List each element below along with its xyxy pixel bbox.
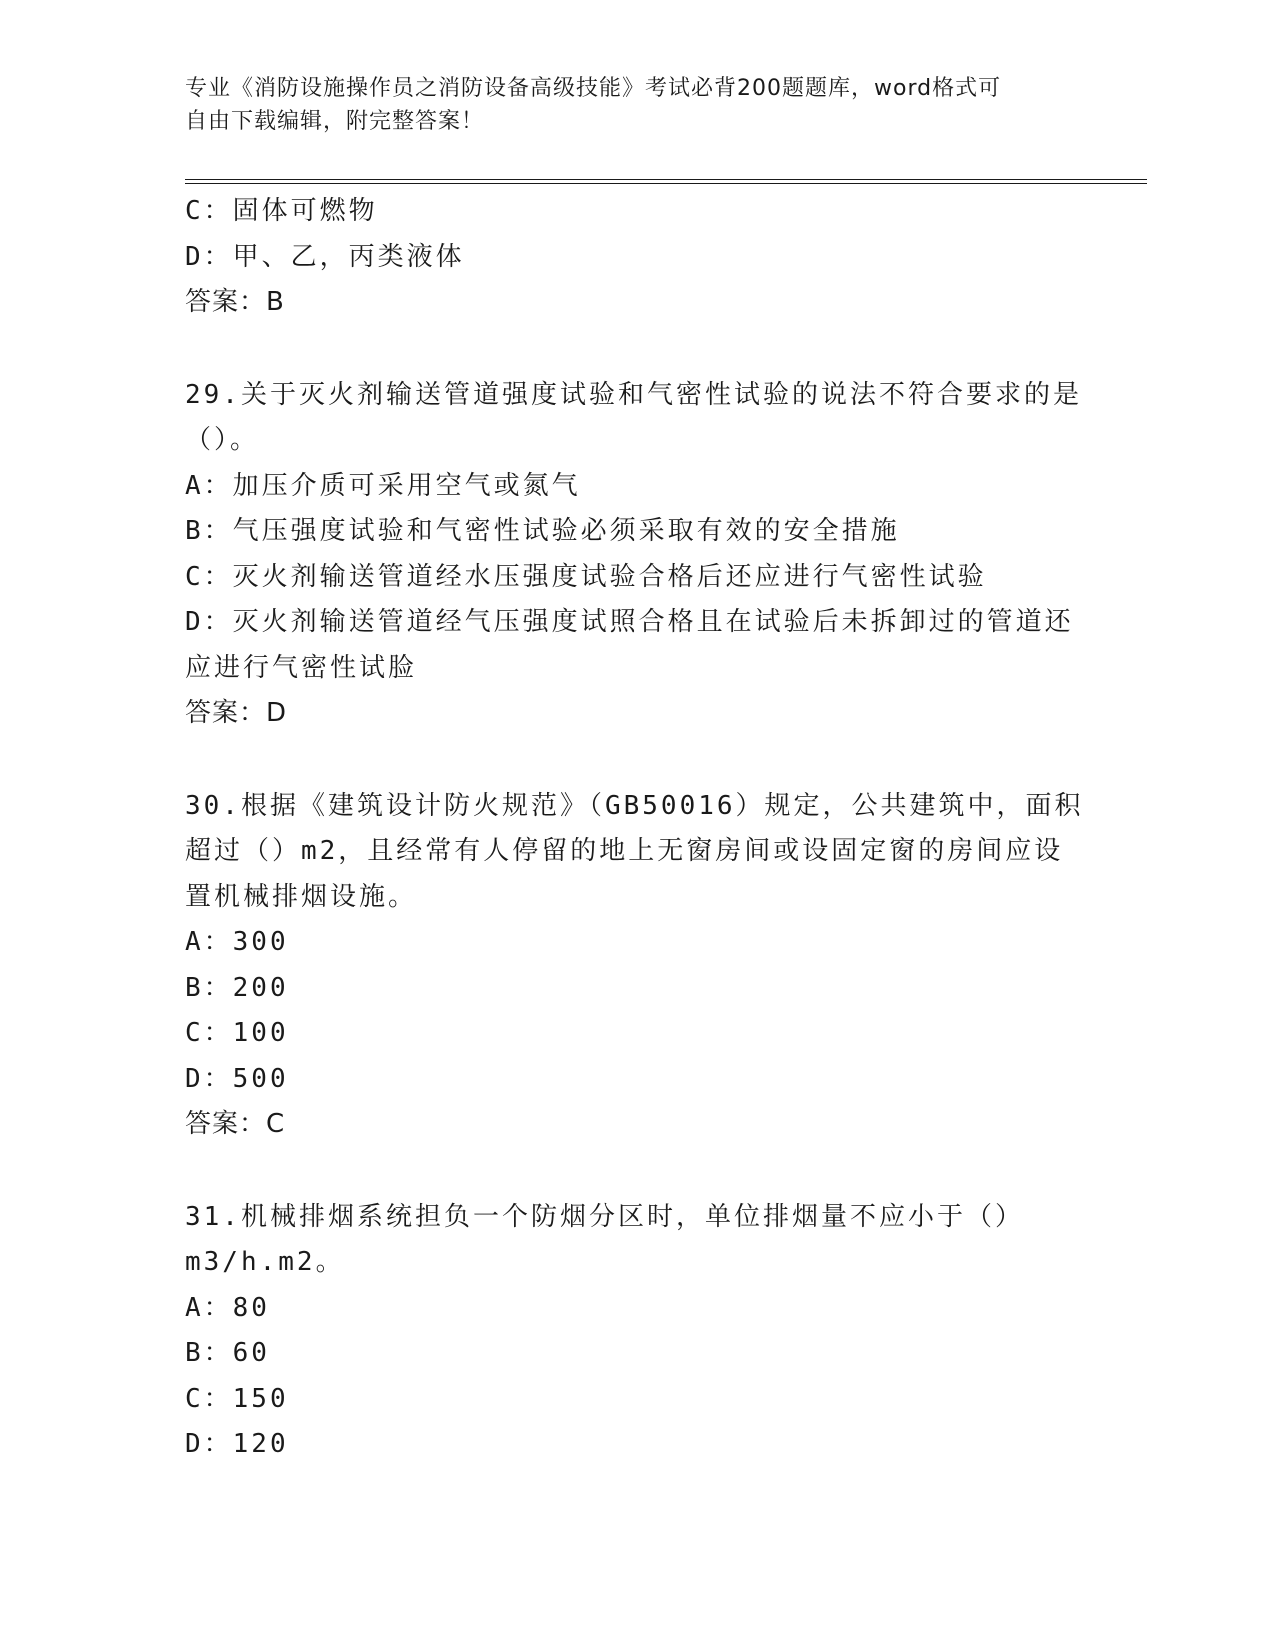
question-stem: 超过（）m2，且经常有人停留的地上无窗房间或设固定窗的房间应设 [185, 836, 1064, 866]
answer-line: 答案：C [185, 1109, 286, 1139]
header-line-1: 专业《消防设施操作员之消防设备高级技能》考试必背200题题库，word格式可 [185, 76, 1002, 101]
question-31 [185, 1195, 1070, 1468]
answer-line: 答案：D [185, 698, 288, 728]
question-29 [185, 373, 1082, 737]
option-c: C：100 [185, 1018, 289, 1048]
option-b: B：60 [185, 1338, 270, 1368]
question-30 [185, 784, 1084, 1148]
option-d: D：500 [185, 1063, 289, 1094]
spacer [185, 737, 1070, 784]
option-d: D：甲、乙，丙类液体 [185, 241, 465, 272]
option-c: C：灭火剂输送管道经水压强度试验合格后还应进行气密性试验 [185, 561, 987, 592]
option-a: A：加压介质可采用空气或氮气 [185, 470, 581, 501]
option-c: C：150 [185, 1383, 289, 1414]
answer-line: 答案：B [185, 287, 285, 317]
header-line-2: 自由下载编辑，附完整答案！ [185, 109, 485, 134]
option-a: A：300 [185, 927, 289, 957]
header-divider-bottom [185, 183, 1147, 184]
header-divider-top [185, 179, 1147, 180]
question-stem: （）。 [185, 425, 260, 455]
question-stem: 29.关于灭火剂输送管道强度试验和气密性试验的说法不符合要求的是 [185, 379, 1082, 410]
question-stem: m3/h.m2。 [185, 1247, 345, 1277]
question-stem: 31.机械排烟系统担负一个防烟分区时，单位排烟量不应小于（） [185, 1201, 1024, 1232]
option-d: D：120 [185, 1429, 289, 1459]
option-c: C：固体可燃物 [185, 196, 378, 226]
question-list [185, 189, 1084, 1468]
option-b: B：200 [185, 972, 289, 1003]
document-header [185, 72, 1065, 138]
option-b: B：气压强度试验和气密性试验必须采取有效的安全措施 [185, 516, 900, 546]
spacer [185, 326, 1070, 373]
question-stem: 置机械排烟设施。 [185, 881, 418, 912]
question-28-tail [185, 189, 1070, 326]
option-a: A：80 [185, 1292, 270, 1323]
question-stem: 30.根据《建筑设计防火规范》（GB50016）规定，公共建筑中，面积 [185, 790, 1084, 821]
option-d-continued: 应进行气密性试脸 [185, 652, 418, 683]
option-d: D：灭火剂输送管道经气压强度试照合格且在试验后未拆卸过的管道还 [185, 607, 1074, 637]
spacer [185, 1148, 1070, 1195]
